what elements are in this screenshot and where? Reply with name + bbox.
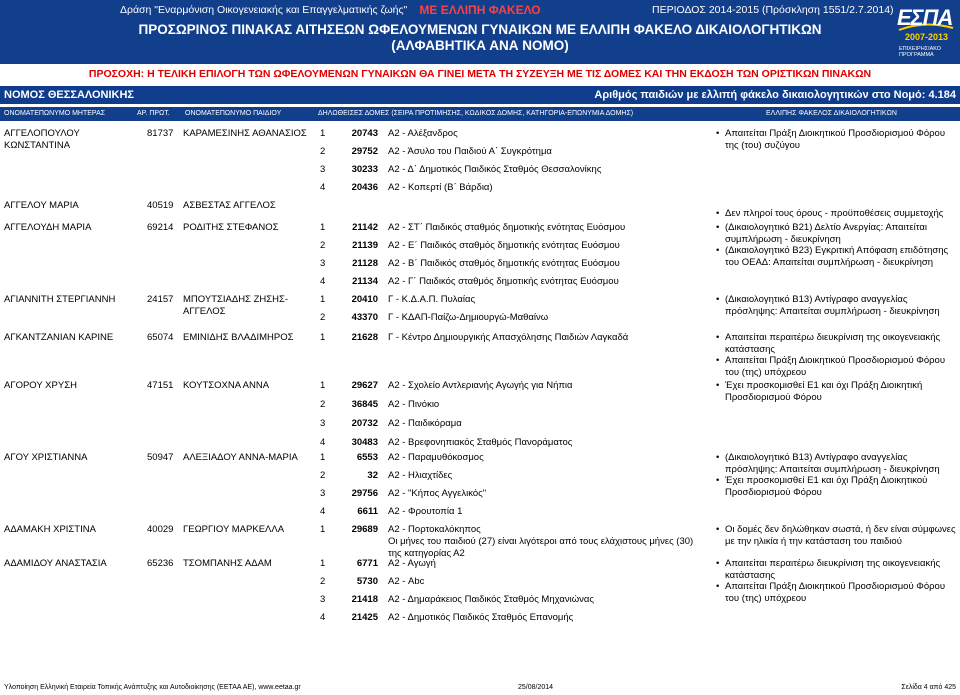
notes-list xyxy=(716,452,956,498)
structure-code: 20436 xyxy=(351,182,378,193)
logo-years: 2007-2013 xyxy=(905,32,949,42)
structure-name: Α2 - Δ΄ Δημοτικός Παιδικός Σταθμός Θεσσαλονίκης xyxy=(388,164,602,175)
structure-description xyxy=(388,258,708,270)
structure-code: 6611 xyxy=(357,506,378,517)
page-footer xyxy=(0,684,960,695)
footer-credit: Υλοποίηση Ελληνική Εταιρεία Τοπικής Ανάπτυξης και Αυτοδιοίκησης (ΕΕΤΑΑ ΑΕ), www.eetaa.gr xyxy=(4,684,301,691)
warning-notice: ΠΡΟΣΟΧΗ: Η ΤΕΛΙΚΗ ΕΠΙΛΟΓΗ ΤΩΝ ΩΦΕΛΟΥΜΕΝΩΝ ΓΥΝΑΙΚΩΝ ΘΑ ΓΙΝΕΙ ΜΕΤΑ ΤΗ ΣΥΖΕΥΞΗ ΜΕ ΤΙΣ ΔΟΜΕΣ ΚΑΙ ΤΗΝ ΕΚΔΟΣΗ ΤΩΝ ΟΡΙΣΤΙΚΩΝ ΠΙΝΑΚΩΝ xyxy=(88,68,872,80)
structure-code: 29689 xyxy=(351,524,378,535)
structure-code: 43370 xyxy=(351,312,378,323)
structure-description xyxy=(388,506,708,518)
protocol-number: 24157 xyxy=(147,294,174,305)
structure-order: 3 xyxy=(320,594,326,605)
structure-name: Α2 - Σχολείο Αντλεριανής Αγωγής για Νήπια xyxy=(388,380,573,391)
mother-name: ΑΓΟΥ ΧΡΙΣΤΙΑΝΝΑ xyxy=(4,452,88,463)
structure-order: 4 xyxy=(320,506,326,517)
note-item: • Απαιτείται περαιτέρω διευκρίνιση της οικογενειακής κατάστασης xyxy=(716,558,956,581)
child-name: ΜΠΟΥΤΣΙΑΔΗΣ ΖΗΣΗΣ-ΑΓΓΕΛΟΣ xyxy=(183,294,288,317)
child-name: ΑΣΒΕΣΤΑΣ ΑΓΓΕΛΟΣ xyxy=(183,200,276,211)
structure-description xyxy=(388,470,708,482)
notes-list xyxy=(716,524,956,547)
structure-code: 6553 xyxy=(356,452,378,463)
protocol-number: 65236 xyxy=(147,558,174,569)
protocol-number: 47151 xyxy=(147,380,174,391)
protocol-number: 65074 xyxy=(147,332,174,343)
col-arprot: ΑΡ. ΠΡΩΤ. xyxy=(137,110,170,117)
protocol-number: 69214 xyxy=(147,222,174,233)
child-name: ΑΛΕΞΙΑΔΟΥ ΑΝΝΑ-ΜΑΡΙΑ xyxy=(183,452,298,463)
col-domes: ΔΗΛΩΘΕΙΣΕΣ ΔΟΜΕΣ (ΣΕΙΡΑ ΠΡΟΤΙΜΗΣΗΣ, ΚΩΔΙΚΟΣ ΔΟΜΗΣ, ΚΑΤΗΓΟΡΙΑ-ΕΠΩΝΥΜΙΑ ΔΟΜΗΣ) xyxy=(318,110,634,117)
structure-description xyxy=(388,294,708,306)
logo-subtitle: ΕΠΙΧΕΙΡΗΣΙΑΚΟ ΠΡΟΓΡΑΜΜΑ xyxy=(899,46,942,58)
structure-eligibility-note: Οι μήνες του παιδιού (27) είναι λιγότεροι από τους ελάχιστους μήνες (30) της κατηγορίας Α2 xyxy=(388,536,694,559)
note-item: • Απαιτείται περαιτέρω διευκρίνιση της οικογενειακής κατάστασης xyxy=(716,332,956,355)
logo-text: ΕΣΠΑ xyxy=(897,5,953,30)
child-name: ΤΣΟΜΠΑΝΗΣ ΑΔΑΜ xyxy=(183,558,272,569)
structure-description xyxy=(388,558,708,570)
structure-description xyxy=(388,437,708,449)
structure-name: Α2 - Άσυλο του Παιδιού Α΄ Συγκρότημα xyxy=(388,146,552,157)
espa-logo xyxy=(895,2,957,62)
protocol-number: 81737 xyxy=(147,128,174,139)
children-count: Αριθμός παιδιών με ελλιπή φάκελο δικαιολογητικών στο Νομό: 4.184 xyxy=(594,89,956,101)
structure-name: Γ - Κέντρο Δημιουργικής Απασχόλησης Παιδιών Λαγκαδά xyxy=(388,332,629,343)
structure-description xyxy=(388,452,708,464)
structure-order: 2 xyxy=(320,470,326,481)
missing-documents-notes xyxy=(716,452,956,498)
structure-description xyxy=(388,612,708,624)
note-item: • (Δικαιολογητικό Β13) Αντίγραφο αναγγελίας πρόσληψης: Απαιτείται συμπλήρωση - διευκρίνηση xyxy=(716,294,956,317)
structure-description xyxy=(388,240,708,252)
structure-description xyxy=(388,276,708,288)
structure-code: 29627 xyxy=(351,380,378,391)
missing-documents-notes xyxy=(716,208,956,220)
structure-order: 4 xyxy=(320,612,326,623)
structure-order: 2 xyxy=(320,146,326,157)
footer-date: 25/08/2014 xyxy=(518,684,554,691)
title-line-2: (ΑΛΦΑΒΗΤΙΚΑ ΑΝΑ ΝΟΜΟ) xyxy=(391,38,569,53)
structure-name: Α2 - Κοπερτί (Β΄ Βάρδια) xyxy=(388,182,493,193)
col-elleipsis: ΕΛΛΙΠΗΣ ΦΑΚΕΛΟΣ ΔΙΚΑΙΟΛΟΓΗΤΙΚΩΝ xyxy=(766,110,897,117)
notes-list xyxy=(716,208,956,220)
col-mother: ΟΝΟΜΑΤΕΠΩΝΥΜΟ ΜΗΤΕΡΑΣ xyxy=(4,110,106,117)
structure-code: 20732 xyxy=(351,418,378,429)
structure-order: 3 xyxy=(320,488,326,499)
mother-name: ΑΔΑΜΑΚΗ ΧΡΙΣΤΙΝΑ xyxy=(4,524,96,535)
protocol-number: 50947 xyxy=(147,452,174,463)
structure-order: 1 xyxy=(320,380,326,391)
structure-order: 1 xyxy=(320,128,326,139)
structure-code: 30233 xyxy=(351,164,378,175)
structure-order: 1 xyxy=(320,294,326,305)
structure-code: 20410 xyxy=(351,294,378,305)
structure-code: 6771 xyxy=(356,558,378,569)
structure-code: 30483 xyxy=(351,437,378,448)
structure-description xyxy=(388,576,708,588)
header-banner xyxy=(0,0,960,64)
structure-name: Α2 - Πινόκιο xyxy=(388,399,440,410)
table-header xyxy=(0,107,960,121)
structure-name: Α2 - ΣΤ΄ Παιδικός σταθμός δημοτικής ενότητας Ευόσμου xyxy=(388,222,626,233)
note-item: • Απαιτείται Πράξη Διοικητικού Προσδιορισμού Φόρου του (της) υπόχρεου xyxy=(716,355,956,378)
notes-list xyxy=(716,558,956,604)
structure-name: Α2 - "Κήπος Αγγελικός" xyxy=(388,488,487,499)
structure-name: Α2 - Αγωγή xyxy=(388,558,436,569)
child-name: ΚΑΡΑΜΕΣΙΝΗΣ ΑΘΑΝΑΣΙΟΣ xyxy=(183,128,307,139)
structure-code: 21425 xyxy=(351,612,378,623)
structure-description xyxy=(388,332,708,344)
header-top-line xyxy=(0,4,960,18)
structure-name: Α2 - Ηλιαχτίδες xyxy=(388,470,453,481)
structure-order: 1 xyxy=(320,222,326,233)
structure-name: Α2 - Δημαράκειος Παιδικός Σταθμός Μηχανιώνας xyxy=(388,594,594,605)
child-name: ΚΟΥΤΣΟΧΝΑ ΑΝΝΑ xyxy=(183,380,270,391)
structure-description xyxy=(388,380,708,392)
structure-order: 3 xyxy=(320,164,326,175)
missing-documents-notes xyxy=(716,558,956,604)
structure-description xyxy=(388,182,708,194)
structure-order: 2 xyxy=(320,576,326,587)
structure-code: 29756 xyxy=(351,488,378,499)
structure-code: 21628 xyxy=(351,332,378,343)
structure-order: 1 xyxy=(320,524,326,535)
protocol-number: 40029 xyxy=(147,524,174,535)
structure-name: Α2 - Παιδικόραμα xyxy=(388,418,462,429)
structure-code: 32 xyxy=(367,470,378,481)
missing-documents-notes xyxy=(716,128,956,151)
structure-code: 36845 xyxy=(351,399,378,410)
notes-list xyxy=(716,332,956,378)
structure-description xyxy=(388,524,708,560)
structure-description xyxy=(388,488,708,500)
structure-code: 29752 xyxy=(351,146,378,157)
structure-name: Α2 - Πορτοκαλόκηπος xyxy=(388,524,481,535)
structure-name: Α2 - Φρουτοπία 1 xyxy=(388,506,463,517)
child-name: ΓΕΩΡΓΙΟΥ ΜΑΡΚΕΛΛΑ xyxy=(183,524,285,535)
notes-list xyxy=(716,128,956,151)
structure-description xyxy=(388,312,708,324)
structure-code: 21134 xyxy=(352,276,378,287)
missing-documents-notes xyxy=(716,332,956,378)
mother-name: ΑΓΓΕΛΟΠΟΥΛΟΥ ΚΩΝΣΤΑΝΤΙΝΑ xyxy=(4,128,80,151)
prefecture-bar xyxy=(0,86,960,104)
note-item: • (Δικαιολογητικό Β23) Εγκριτική Απόφαση επιδότησης του ΟΕΑΔ: Απαιτείται συμπλήρωση - διευκρίνηση xyxy=(716,245,956,268)
structure-order: 2 xyxy=(320,399,326,410)
child-name: ΡΟΔΙΤΗΣ ΣΤΕΦΑΝΟΣ xyxy=(183,222,279,233)
structure-description xyxy=(388,418,708,430)
structure-order: 3 xyxy=(320,258,326,269)
structure-name: Γ - ΚΔΑΠ-Παίζω-Δημιουργώ-Μαθαίνω xyxy=(388,312,549,323)
structure-order: 2 xyxy=(320,240,326,251)
title-line-1: ΠΡΟΣΩΡΙΝΟΣ ΠΙΝΑΚΑΣ ΑΙΤΗΣΕΩΝ ΩΦΕΛΟΥΜΕΝΩΝ ΓΥΝΑΙΚΩΝ ΜΕ ΕΛΛΙΠΗ ΦΑΚΕΛΟ ΔΙΚΑΙΟΛΟΓΗΤΙΚΩΝ xyxy=(138,22,822,37)
structure-code: 20743 xyxy=(351,128,378,139)
structure-order: 4 xyxy=(320,182,326,193)
structure-order: 4 xyxy=(320,276,326,287)
missing-documents-notes xyxy=(716,222,956,268)
structure-name: Α2 - Abc xyxy=(388,576,425,587)
structure-order: 1 xyxy=(320,332,326,343)
structure-name: Α2 - Γ΄ Παιδικός σταθμός δημοτικής ενότητας Ευόσμου xyxy=(388,276,619,287)
structure-name: Α2 - Ε΄ Παιδικός σταθμός δημοτικής ενότητας Ευόσμου xyxy=(388,240,620,251)
structure-name: Α2 - Β΄ Παιδικός σταθμός δημοτικής ενότητας Ευόσμου xyxy=(388,258,620,269)
note-item: • Έχει προσκομισθεί Ε1 και όχι Πράξη Διοικητική Προσδιορισμού Φόρου xyxy=(716,380,956,403)
structure-name: Α2 - Δημοτικός Παιδικός Σταθμός Επανομής xyxy=(388,612,574,623)
program-name: Δράση "Εναρμόνιση Οικογενειακής και Επαγγελματικής ζωής" xyxy=(120,4,408,16)
structure-description xyxy=(388,164,708,176)
structure-description xyxy=(388,594,708,606)
structure-code: 21142 xyxy=(352,222,378,233)
child-name: ΕΜΙΝΙΔΗΣ ΒΛΑΔΙΜΗΡΟΣ xyxy=(183,332,294,343)
protocol-number: 40519 xyxy=(147,200,174,211)
structure-code: 21128 xyxy=(352,258,378,269)
notes-list xyxy=(716,222,956,268)
structure-name: Α2 - Βρεφονηπιακός Σταθμός Πανοράματος xyxy=(388,437,573,448)
period-label: ΠΕΡΙΟΔΟΣ 2014-2015 (Πρόσκληση 1551/2.7.2014) xyxy=(652,4,894,16)
mother-name: ΑΓΓΕΛΟΥ ΜΑΡΙΑ xyxy=(4,200,79,211)
note-item: • Απαιτείται Πράξη Διοικητικού Προσδιορισμού Φόρου της (του) συζύγου xyxy=(716,128,956,151)
structure-order: 1 xyxy=(320,558,326,569)
structure-code: 21418 xyxy=(351,594,378,605)
header-center-label: ΜΕ ΕΛΛΙΠΗ ΦΑΚΕΛΟ xyxy=(419,3,541,17)
missing-documents-notes xyxy=(716,294,956,317)
note-item: • Έχει προσκομισθεί Ε1 και όχι Πράξη Διοικητικού Προσδιορισμού Φόρου xyxy=(716,475,956,498)
structure-code: 5730 xyxy=(356,576,378,587)
col-child: ΟΝΟΜΑΤΕΠΩΝΥΜΟ ΠΑΙΔΙΟΥ xyxy=(185,110,282,117)
structure-name: Γ - Κ.Δ.Α.Π. Πυλαίας xyxy=(388,294,476,305)
mother-name: ΑΓΚΑΝΤΖΑΝΙΑΝ ΚΑΡΙΝΕ xyxy=(4,332,114,343)
mother-name: ΑΓΟΡΟΥ ΧΡΥΣΗ xyxy=(4,380,77,391)
note-item: • Δεν πληροί τους όρους - προϋποθέσεις συμμετοχής xyxy=(716,208,956,220)
page-title xyxy=(0,22,960,54)
prefecture-name: ΝΟΜΟΣ ΘΕΣΣΑΛΟΝΙΚΗΣ xyxy=(4,89,135,101)
structure-name: Α2 - Αλέξανδρος xyxy=(388,128,458,139)
missing-documents-notes xyxy=(716,524,956,547)
structure-code: 21139 xyxy=(352,240,378,251)
note-item: • Απαιτείται Πράξη Διοικητικού Προσδιορισμού Φόρου του (της) υπόχρεου xyxy=(716,581,956,604)
notes-list xyxy=(716,294,956,317)
missing-documents-notes xyxy=(716,380,956,403)
structure-description xyxy=(388,399,708,411)
note-item: • (Δικαιολογητικό Β21) Δελτίο Ανεργίας: Απαιτείται συμπλήρωση - διευκρίνηση xyxy=(716,222,956,245)
structure-name: Α2 - Παραμυθόκοσμος xyxy=(388,452,484,463)
structure-description xyxy=(388,128,708,140)
note-item: • Οι δομές δεν δηλώθηκαν σωστά, ή δεν είναι σύμφωνες με την ηλικία ή την κατάσταση του παιδιού xyxy=(716,524,956,547)
footer-page: Σελίδα 4 από 425 xyxy=(901,684,956,691)
structure-order: 4 xyxy=(320,437,326,448)
mother-name: ΑΓΓΕΛΟΥΔΗ ΜΑΡΙΑ xyxy=(4,222,92,233)
structure-description xyxy=(388,146,708,158)
mother-name: ΑΔΑΜΙΔΟΥ ΑΝΑΣΤΑΣΙΑ xyxy=(4,558,107,569)
notes-list xyxy=(716,380,956,403)
mother-name: ΑΓΙΑΝΝΙΤΗ ΣΤΕΡΓΙΑΝΝΗ xyxy=(4,294,116,305)
structure-description xyxy=(388,222,708,234)
structure-order: 2 xyxy=(320,312,326,323)
structure-order: 1 xyxy=(320,452,326,463)
note-item: • (Δικαιολογητικό Β13) Αντίγραφο αναγγελίας πρόσληψης: Απαιτείται συμπλήρωση - διευκρίνηση xyxy=(716,452,956,475)
structure-order: 3 xyxy=(320,418,326,429)
